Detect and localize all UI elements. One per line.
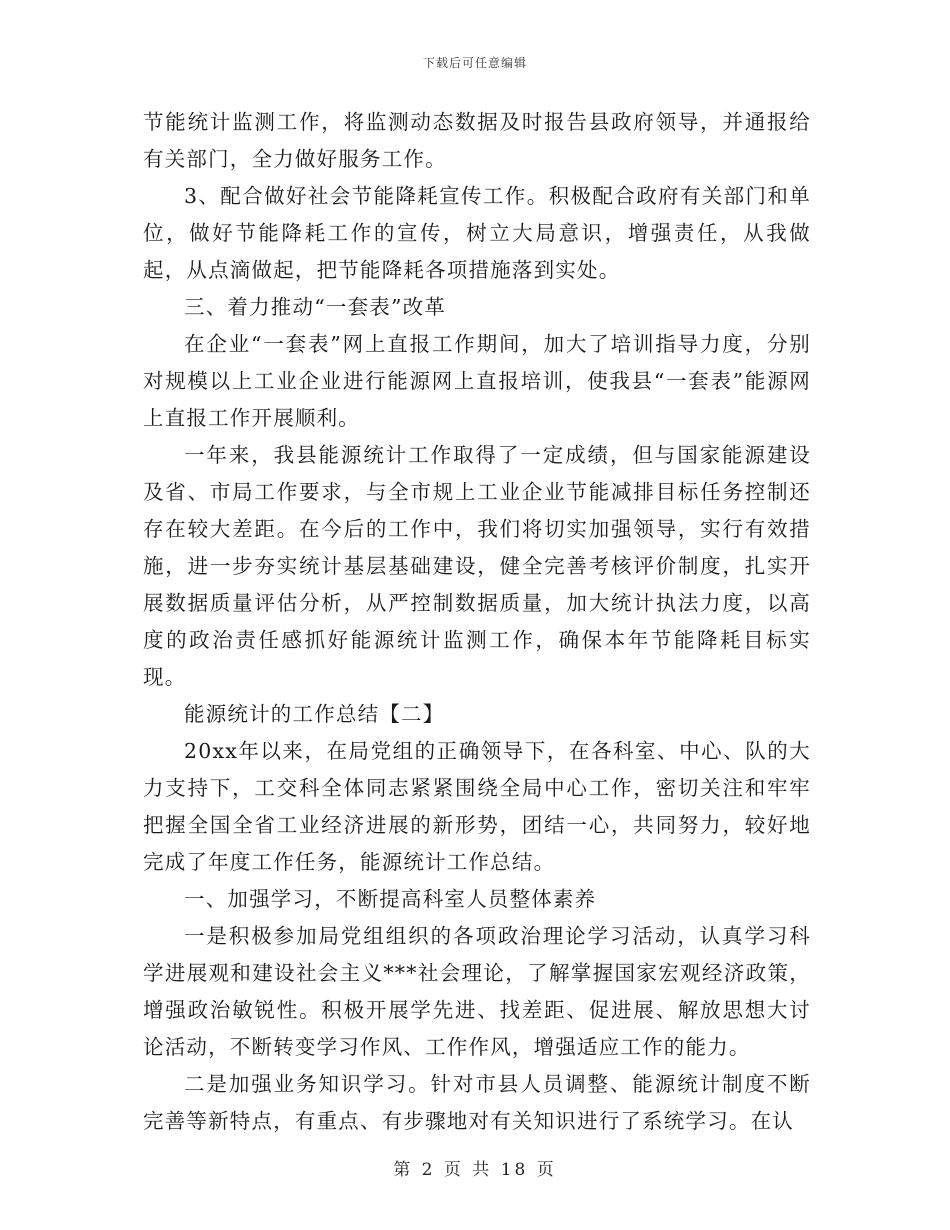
- paragraph-10: 二是加强业务知识学习。针对市县人员调整、能源统计制度不断完善等新特点，有重点、有步骤地对有关知识进行了系统学习。在认: [143, 1072, 811, 1133]
- paragraph-4: 在企业“一套表”网上直报工作期间，加大了培训指导力度，分别对规模以上工业企业进行能源网上直报培训，使我县“一套表”能源网上直报工作开展顺利。: [143, 332, 811, 430]
- paragraph-1: 节能统计监测工作，将监测动态数据及时报告县政府领导，并通报给有关部门，全力做好服务工作。: [143, 110, 811, 171]
- page-header: 下载后可任意编辑: [422, 56, 527, 70]
- document-body: [143, 104, 811, 1140]
- section-heading-1: 一、加强学习，不断提高科室人员整体素养: [184, 887, 597, 911]
- paragraph-7: 20xx年以来，在局党组的正确领导下，在各科室、中心、队的大力支持下，工交科全体同志紧紧围绕全局中心工作，密切关注和牢牢把握全国全省工业经济进展的新形势，团结一心，共同努力，较好地完成了年度工作任务，能源统计工作总结。: [143, 739, 811, 874]
- section-heading-3: 三、着力推动“一套表”改革: [184, 295, 447, 319]
- section-title-2: 能源统计的工作总结【二】: [184, 702, 445, 726]
- paragraph-9: 一是积极参加局党组组织的各项政治理论学习活动，认真学习科学进展观和建设社会主义***社会理论，了解掌握国家宏观经济政策，增强政治敏锐性。积极开展学先进、找差距、促进展、解放思想大讨论活动，不断转变学习作风、工作作风，增强适应工作的能力。: [143, 924, 811, 1059]
- paragraph-2: 3、配合做好社会节能降耗宣传工作。积极配合政府有关部门和单位，做好节能降耗工作的宣传，树立大局意识，增强责任，从我做起，从点滴做起，把节能降耗各项措施落到实处。: [143, 184, 811, 282]
- paragraph-5: 一年来，我县能源统计工作取得了一定成绩，但与国家能源建设及省、市局工作要求，与全市规上工业企业节能减排目标任务控制还存在较大差距。在今后的工作中，我们将切实加强领导，实行有效措施，进一步夯实统计基层基础建设，健全完善考核评价制度，扎实开展数据质量评估分析，从严控制数据质量，加大统计执法力度，以高度的政治责任感抓好能源统计监测工作，确保本年节能降耗目标实现。: [143, 443, 811, 689]
- page-footer: 第 2 页 共 18 页: [393, 1160, 557, 1180]
